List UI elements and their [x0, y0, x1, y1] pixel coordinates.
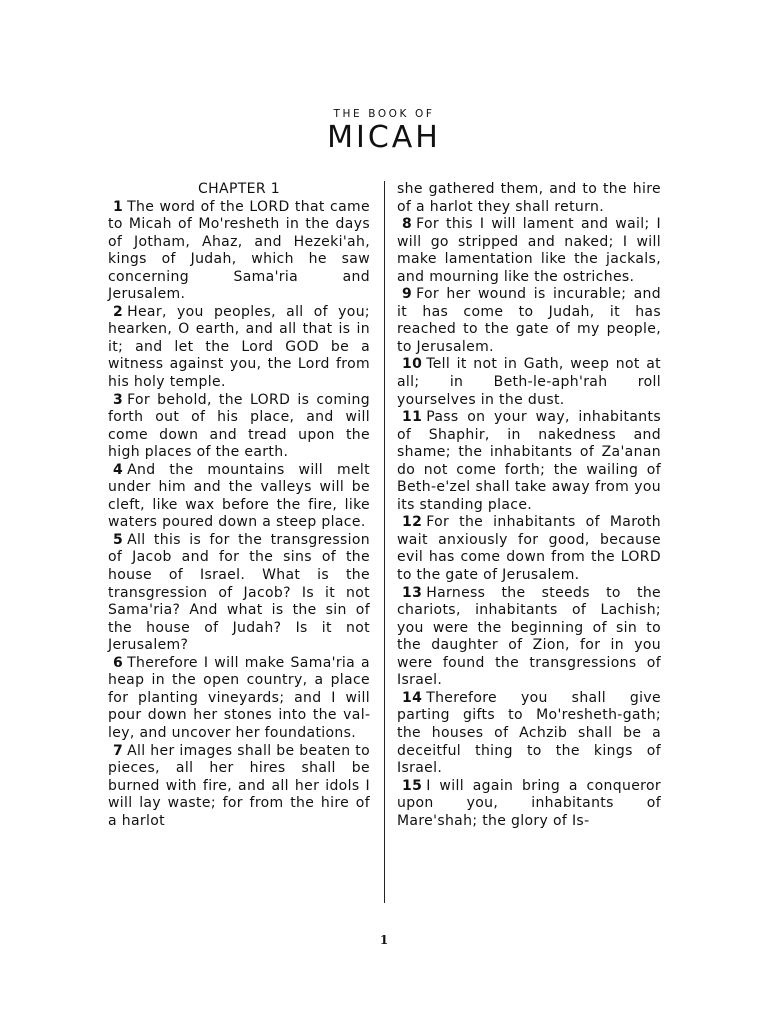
- verse: [397, 216, 661, 286]
- verse: [397, 514, 661, 584]
- book-of-label: THE BOOK OF: [333, 108, 435, 120]
- column-divider: [384, 181, 385, 903]
- verse-continuation: she gathered them, and to the hire of a harlot they shall return.: [397, 181, 661, 215]
- verse-number: 5: [113, 531, 124, 548]
- verse-number: 12: [402, 514, 423, 531]
- page-number: 1: [379, 933, 389, 947]
- verse-number: 14: [402, 689, 423, 706]
- verse: [397, 585, 661, 690]
- verse-number: 9: [402, 286, 413, 303]
- verse-text: All this is for the transgression of Jacob and for the sins of the house of Israel. What is the transgression of Jacob? Is it not Sama'ria? And what is the sin of the house of Judah? Is it not Jerusalem?: [108, 531, 370, 654]
- verse-number: 10: [402, 356, 423, 373]
- verse-number: 7: [113, 742, 124, 759]
- verse: [397, 356, 661, 409]
- verse-text: Therefore I will make Sama'ria a heap in the open country, a place for planting vineyards; and I will pour down her stones into the valley, and uncover her foundations.: [108, 654, 370, 741]
- verse: [397, 778, 661, 831]
- verse-text: For this I will lament and wail; I will go stripped and naked; I will make lamentation like the jackals, and mourning like the ostriches.: [397, 216, 661, 285]
- verse-number: 6: [113, 654, 124, 671]
- verse-number: 8: [402, 216, 413, 233]
- verse-number: 2: [113, 303, 124, 320]
- verse-text: Tell it not in Gath, weep not at all; in Beth-le-aph'rah roll yourselves in the dust.: [397, 356, 661, 408]
- verse-text: All her images shall be beaten to pieces, all her hires shall be burned with fire, and all her idols I will lay waste; for from the hire of a harlot: [108, 742, 370, 829]
- verse: [397, 409, 661, 514]
- verse-text: Hear, you peoples, all of you; hearken, O earth, and all that is in it; and let the Lord GOD be a witness against you, the Lord from his holy temple.: [108, 303, 370, 391]
- verse: [108, 532, 370, 655]
- verse-number: 11: [402, 409, 423, 426]
- verse-number: 3: [113, 391, 124, 408]
- verse-text: I will again bring a conqueror upon you, inhabitants of Mare'shah; the glory of Is-: [397, 777, 661, 829]
- verse: [397, 286, 661, 356]
- verse: [108, 304, 370, 392]
- verse-number: 4: [113, 461, 124, 478]
- verse: [108, 655, 370, 743]
- verse: [108, 462, 370, 532]
- verse-text: Pass on your way, inhabitants of Shaphir, in nakedness and shame; the inhabitants of Za'anan do not come forth; the wailing of Beth-e'zel shall take away from you its standing place.: [397, 409, 661, 513]
- verse-text: The word of the LORD that came to Micah of Mo'resheth in the days of Jotham, Ahaz, and Hezeki'ah, kings of Judah, which he saw concerning Sama'ria and Jerusalem.: [108, 198, 370, 303]
- verse: [108, 392, 370, 462]
- chapter-heading: CHAPTER 1: [198, 181, 280, 197]
- verse-number: 1: [113, 198, 124, 215]
- verse-number: 15: [402, 777, 423, 794]
- verse: [397, 690, 661, 778]
- verse-text: For her wound is incurable; and it has come to Judah, it has reached to the gate of my people, to Jerusalem.: [397, 286, 661, 355]
- right-column: [397, 181, 661, 830]
- verse-number: 13: [402, 584, 423, 601]
- verse: [108, 199, 370, 304]
- verse-text: Therefore you shall give parting gifts to Mo'resheth-gath; the houses of Achzib shall be a deceitful thing to the kings of Israel.: [397, 689, 661, 777]
- left-column: [108, 181, 370, 830]
- book-title: MICAH: [327, 120, 441, 155]
- verse: [108, 743, 370, 831]
- verse-text: For the inhabitants of Maroth wait anxiously for good, because evil has come down from the LORD to the gate of Jerusalem.: [397, 514, 661, 584]
- verse-text: And the mountains will melt under him and the valleys will be cleft, like wax before the fire, like waters poured down a steep place.: [108, 461, 370, 531]
- verse-text: For behold, the LORD is coming forth out of his place, and will come down and tread upon the high places of the earth.: [108, 391, 370, 461]
- verse-text: Harness the steeds to the chariots, inhabitants of Lachish; you were the beginning of sin to the daughter of Zion, for in you were found the transgressions of Israel.: [397, 584, 661, 689]
